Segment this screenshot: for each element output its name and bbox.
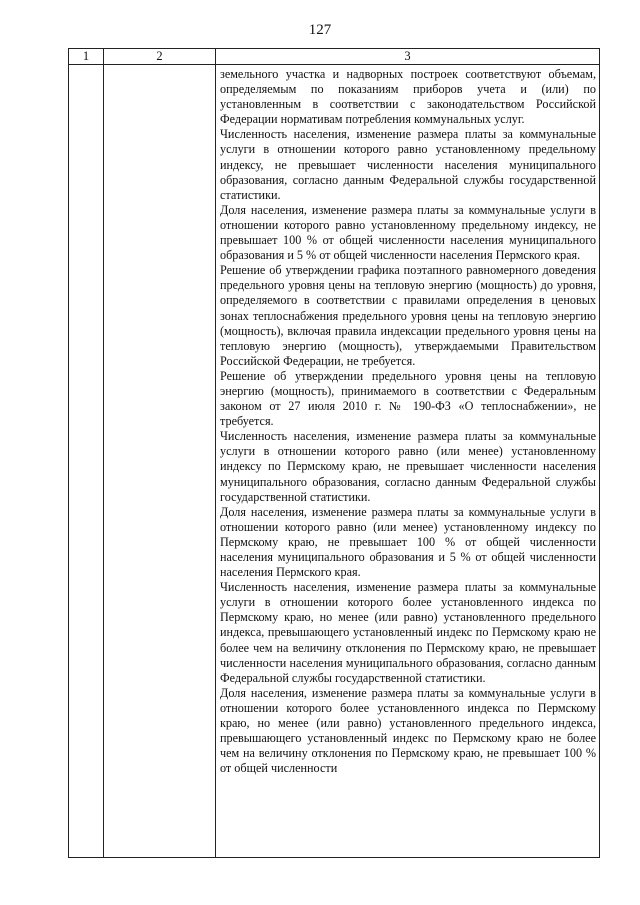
empty-cell-col2 [104, 65, 216, 858]
header-cell-1: 1 [69, 49, 104, 65]
page-number: 127 [308, 22, 332, 38]
paragraph: Численность населения, изменение размера платы за коммунальные услуги в отношении которого равно установленному предельному индексу, не превышает численности населения муниципального образования, согласно данным Федеральной службы государственной статистики. [220, 127, 596, 202]
header-cell-2: 2 [104, 49, 216, 65]
table-row [69, 65, 600, 858]
paragraph: земельного участка и надворных построек соответствуют объемам, определяемым по показаниям приборов учета и (или) по установленным в соответствии с законодательством Российской Федерации нормативам потребления коммунальных услуг. [220, 67, 596, 127]
paragraph: Численность населения, изменение размера платы за коммунальные услуги в отношении которого более установленного индекса по Пермскому краю, но менее (или равно) установленного предельного индекса, превышающего установленный индекс по Пермскому краю не более чем на величину отклонения по Пермскому краю, не превышает численности населения муниципального образования, согласно данным Федеральной службы государственной статистики. [220, 580, 596, 685]
paragraph: Решение об утверждении предельного уровня цены на тепловую энергию (мощность), принимаемого в соответствии с Федеральным законом от 27 июля 2010 г. № 190-ФЗ «О теплоснабжении», не требуется. [220, 368, 596, 429]
table-header-row [69, 49, 600, 65]
header-cell-3: 3 [216, 49, 600, 65]
paragraph: Доля населения, изменение размера платы за коммунальные услуги в отношении которого более установленного индекса по Пермскому краю, но менее (или равно) установленного предельного индекса, превышающего установленный индекс по Пермскому краю не более чем на величину отклонения по Пермскому краю, не превышает 100 % от общей численности [220, 685, 596, 776]
text-cell [216, 65, 600, 858]
paragraph: Доля населения, изменение размера платы за коммунальные услуги в отношении которого равно установленному предельному индексу, не превышает 100 % от общей численности населения муниципального образования и 5 % от общей численности населения Пермского края. [220, 202, 596, 263]
paragraph: Численность населения, изменение размера платы за коммунальные услуги в отношении которого равно (или менее) установленному индексу по Пермскому краю, не превышает численности населения муниципального образования, согласно данным Федеральной службы государственной статистики. [220, 429, 596, 504]
paragraph: Доля населения, изменение размера платы за коммунальные услуги в отношении которого равно (или менее) установленному индексу по Пермскому краю, не превышает 100 % от общей численности населения муниципального образования и 5 % от общей численности населения Пермского края. [220, 504, 596, 580]
paragraph: Решение об утверждении графика поэтапного равномерного доведения предельного уровня цены на тепловую энергию (мощность) до уровня, определяемого в соответствии с правилами определения в ценовых зонах теплоснабжения предельного уровня цены на тепловую энергию (мощность), включая правила индексации предельного уровня цены на тепловую энергию (мощность), утверждаемыми Правительством Российской Федерации, не требуется. [220, 263, 596, 368]
document-table [68, 48, 600, 858]
empty-cell-col1 [69, 65, 104, 858]
